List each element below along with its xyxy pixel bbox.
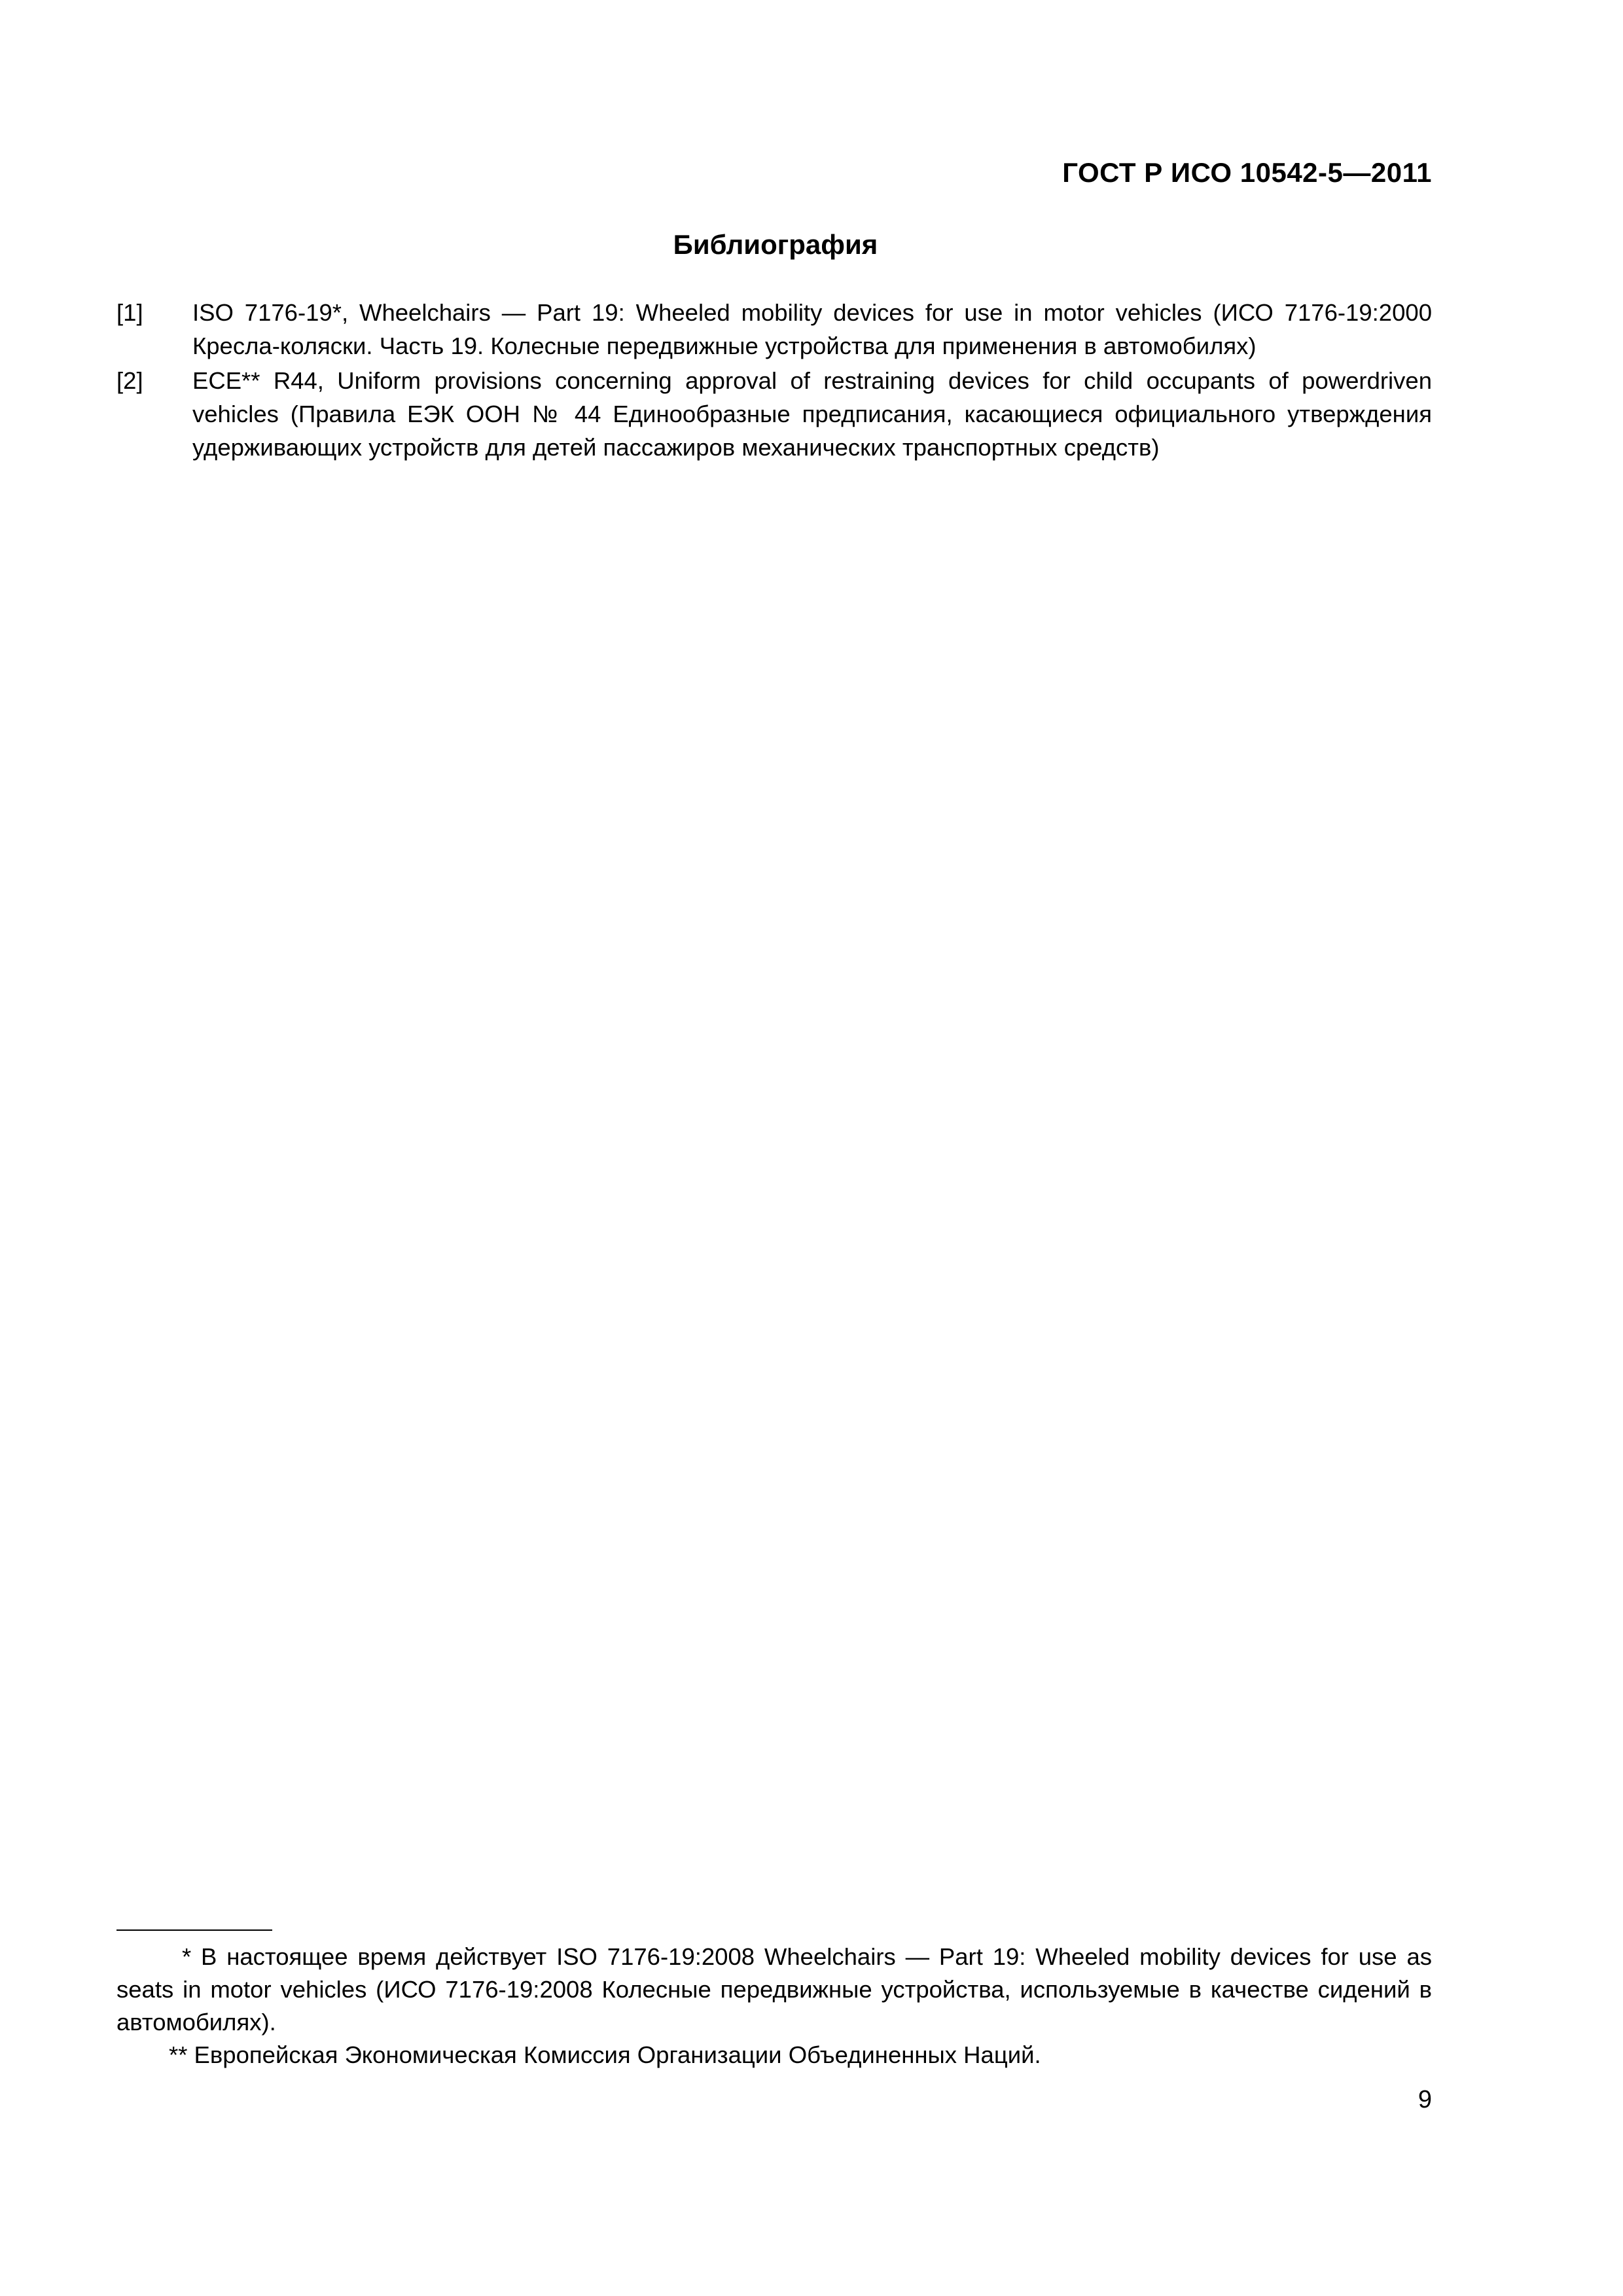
footnote: ** Европейская Экономическая Комиссия Организации Объединенных Наций. — [169, 2041, 1041, 2068]
footnote-divider — [116, 1929, 272, 1931]
bibliography-list — [116, 296, 1432, 465]
bibliography-title: Библиография — [673, 229, 878, 260]
standard-id-header: ГОСТ Р ИСО 10542-5—2011 — [1062, 157, 1432, 188]
page-number: 9 — [1418, 2086, 1432, 2113]
entry-text: ISO 7176-19*, Wheelchairs — Part 19: Wheeled mobility devices for use in motor vehicles (ИСО 7176-19:2000 Кресла-коляски. Часть 19. Колесные передвижные устройства для применения в автомобилях) — [192, 299, 1432, 359]
footnote: * В настоящее время действует ISO 7176-19:2008 Wheelchairs — Part 19: Wheeled mobility devices for use as seats in motor vehicles (ИСО 7176-19:2008 Колесные передвижные устройства, используемые в качестве сидений в автомобилях). — [116, 1943, 1432, 2036]
entry-number: [1] — [116, 299, 143, 326]
footnotes — [116, 1941, 1432, 2072]
entry-number: [2] — [116, 367, 143, 394]
bibliography-entry — [116, 364, 1432, 464]
bibliography-entry — [116, 296, 1432, 363]
entry-text: ECE** R44, Uniform provisions concerning approval of restraining devices for child occupants of powerdriven vehicles (Правила ЕЭК ООН № 44 Единообразные предписания, касающиеся официального утверждения удерживающих устройств для детей пассажиров механических транспортных средств) — [192, 367, 1432, 461]
